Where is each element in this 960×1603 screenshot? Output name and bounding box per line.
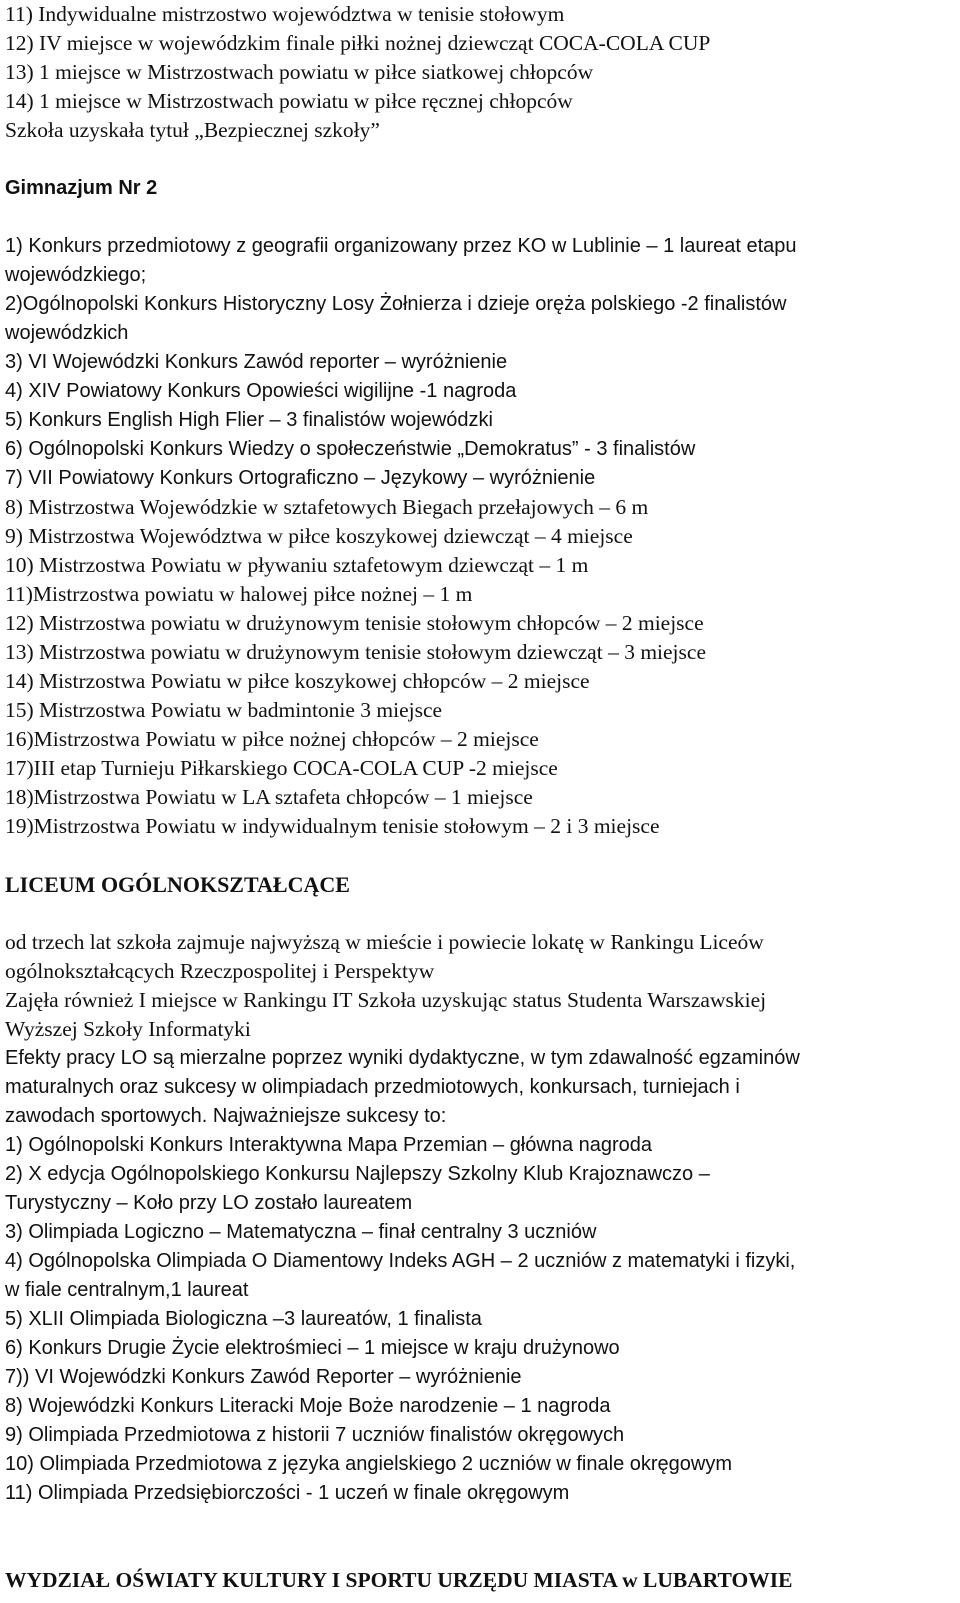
section-heading-wydzial: WYDZIAŁ OŚWIATY KULTURY I SPORTU URZĘDU MIASTA w LUBARTOWIE bbox=[5, 1568, 793, 1592]
list-item: 4) XIV Powiatowy Konkurs Opowieści wigilijne -1 nagroda bbox=[5, 380, 517, 402]
paragraph-line: od trzech lat szkoła zajmuje najwyższą w mieście i powiecie lokatę w Rankingu Liceów bbox=[5, 930, 764, 954]
paragraph-line: zawodach sportowych. Najważniejsze sukcesy to: bbox=[5, 1105, 447, 1127]
list-item: 18)Mistrzostwa Powiatu w LA sztafeta chłopców – 1 miejsce bbox=[5, 785, 533, 809]
list-item: 1) Konkurs przedmiotowy z geografii organizowany przez KO w Lublinie – 1 laureat etapu bbox=[5, 235, 797, 257]
list-item: 12) IV miejsce w wojewódzkim finale piłki nożnej dziewcząt COCA-COLA CUP bbox=[5, 31, 711, 55]
list-item: w fiale centralnym,1 laureat bbox=[5, 1279, 249, 1301]
list-item: 2)Ogólnopolski Konkurs Historyczny Losy Żołnierza i dzieje oręża polskiego -2 finalistów bbox=[5, 293, 787, 315]
section-heading-liceum: LICEUM OGÓLNOKSZTAŁCĄCE bbox=[5, 872, 350, 897]
paragraph-line: ogólnokształcących Rzeczpospolitej i Perspektyw bbox=[5, 959, 435, 983]
list-item: 16)Mistrzostwa Powiatu w piłce nożnej chłopców – 2 miejsce bbox=[5, 727, 539, 751]
list-item: 14) Mistrzostwa Powiatu w piłce koszykowej chłopców – 2 miejsce bbox=[5, 669, 590, 693]
list-item: 10) Olimpiada Przedmiotowa z języka angielskiego 2 uczniów w finale okręgowym bbox=[5, 1453, 733, 1475]
list-item: 7)) VI Wojewódzki Konkurs Zawód Reporter – wyróżnienie bbox=[5, 1366, 522, 1388]
list-item: 5) Konkurs English High Flier – 3 finalistów wojewódzki bbox=[5, 409, 493, 431]
list-item: 11) Olimpiada Przedsiębiorczości - 1 uczeń w finale okręgowym bbox=[5, 1482, 570, 1504]
list-item: 5) XLII Olimpiada Biologiczna –3 laureatów, 1 finalista bbox=[5, 1308, 482, 1330]
list-item: 15) Mistrzostwa Powiatu w badmintonie 3 miejsce bbox=[5, 698, 443, 722]
list-item: 11) Indywidualne mistrzostwo województwa w tenisie stołowym bbox=[5, 2, 565, 26]
section-heading-gimnazjum: Gimnazjum Nr 2 bbox=[5, 177, 158, 199]
list-item: 11)Mistrzostwa powiatu w halowej piłce nożnej – 1 m bbox=[5, 582, 473, 606]
paragraph-line: Zajęła również I miejsce w Rankingu IT Szkoła uzyskując status Studenta Warszawskiej bbox=[5, 988, 767, 1012]
list-item: 8) Mistrzostwa Wojewódzkie w sztafetowych Biegach przełajowych – 6 m bbox=[5, 495, 649, 519]
list-item: 13) 1 miejsce w Mistrzostwach powiatu w piłce siatkowej chłopców bbox=[5, 60, 594, 84]
list-item: 17)III etap Turnieju Piłkarskiego COCA-COLA CUP -2 miejsce bbox=[5, 756, 558, 780]
list-item: 8) Wojewódzki Konkurs Literacki Moje Boże narodzenie – 1 nagroda bbox=[5, 1395, 611, 1417]
list-item: 7) VII Powiatowy Konkurs Ortograficzno – Językowy – wyróżnienie bbox=[5, 467, 596, 489]
list-item: wojewódzkich bbox=[5, 322, 129, 344]
list-item: 14) 1 miejsce w Mistrzostwach powiatu w piłce ręcznej chłopców bbox=[5, 89, 573, 113]
list-item: wojewódzkiego; bbox=[5, 264, 147, 286]
paragraph-line: Wyższej Szkoły Informatyki bbox=[5, 1017, 251, 1041]
list-item: 3) Olimpiada Logiczno – Matematyczna – finał centralny 3 uczniów bbox=[5, 1221, 597, 1243]
list-item: 9) Mistrzostwa Województwa w piłce koszykowej dziewcząt – 4 miejsce bbox=[5, 524, 633, 548]
list-item: 4) Ogólnopolska Olimpiada O Diamentowy Indeks AGH – 2 uczniów z matematyki i fizyki, bbox=[5, 1250, 796, 1272]
list-item: 9) Olimpiada Przedmiotowa z historii 7 uczniów finalistów okręgowych bbox=[5, 1424, 625, 1446]
list-item: 6) Konkurs Drugie Życie elektrośmieci – 1 miejsce w kraju drużynowo bbox=[5, 1337, 620, 1359]
list-item: Szkoła uzyskała tytuł „Bezpiecznej szkoły” bbox=[5, 118, 380, 142]
list-item: 13) Mistrzostwa powiatu w drużynowym tenisie stołowym dziewcząt – 3 miejsce bbox=[5, 640, 706, 664]
paragraph-line: maturalnych oraz sukcesy w olimpiadach przedmiotowych, konkursach, turniejach i bbox=[5, 1076, 740, 1098]
list-item: 10) Mistrzostwa Powiatu w pływaniu sztafetowym dziewcząt – 1 m bbox=[5, 553, 589, 577]
list-item: 2) X edycja Ogólnopolskiego Konkursu Najlepszy Szkolny Klub Krajoznawczo – bbox=[5, 1163, 710, 1185]
list-item: 6) Ogólnopolski Konkurs Wiedzy o społeczeństwie „Demokratus” - 3 finalistów bbox=[5, 438, 696, 460]
list-item: Turystyczny – Koło przy LO zostało laureatem bbox=[5, 1192, 413, 1214]
list-item: 1) Ogólnopolski Konkurs Interaktywna Mapa Przemian – główna nagroda bbox=[5, 1134, 653, 1156]
paragraph-line: Efekty pracy LO są mierzalne poprzez wyniki dydaktyczne, w tym zdawalność egzaminów bbox=[5, 1047, 800, 1069]
list-item: 19)Mistrzostwa Powiatu w indywidualnym tenisie stołowym – 2 i 3 miejsce bbox=[5, 814, 660, 838]
list-item: 12) Mistrzostwa powiatu w drużynowym tenisie stołowym chłopców – 2 miejsce bbox=[5, 611, 704, 635]
list-item: 3) VI Wojewódzki Konkurs Zawód reporter – wyróżnienie bbox=[5, 351, 508, 373]
